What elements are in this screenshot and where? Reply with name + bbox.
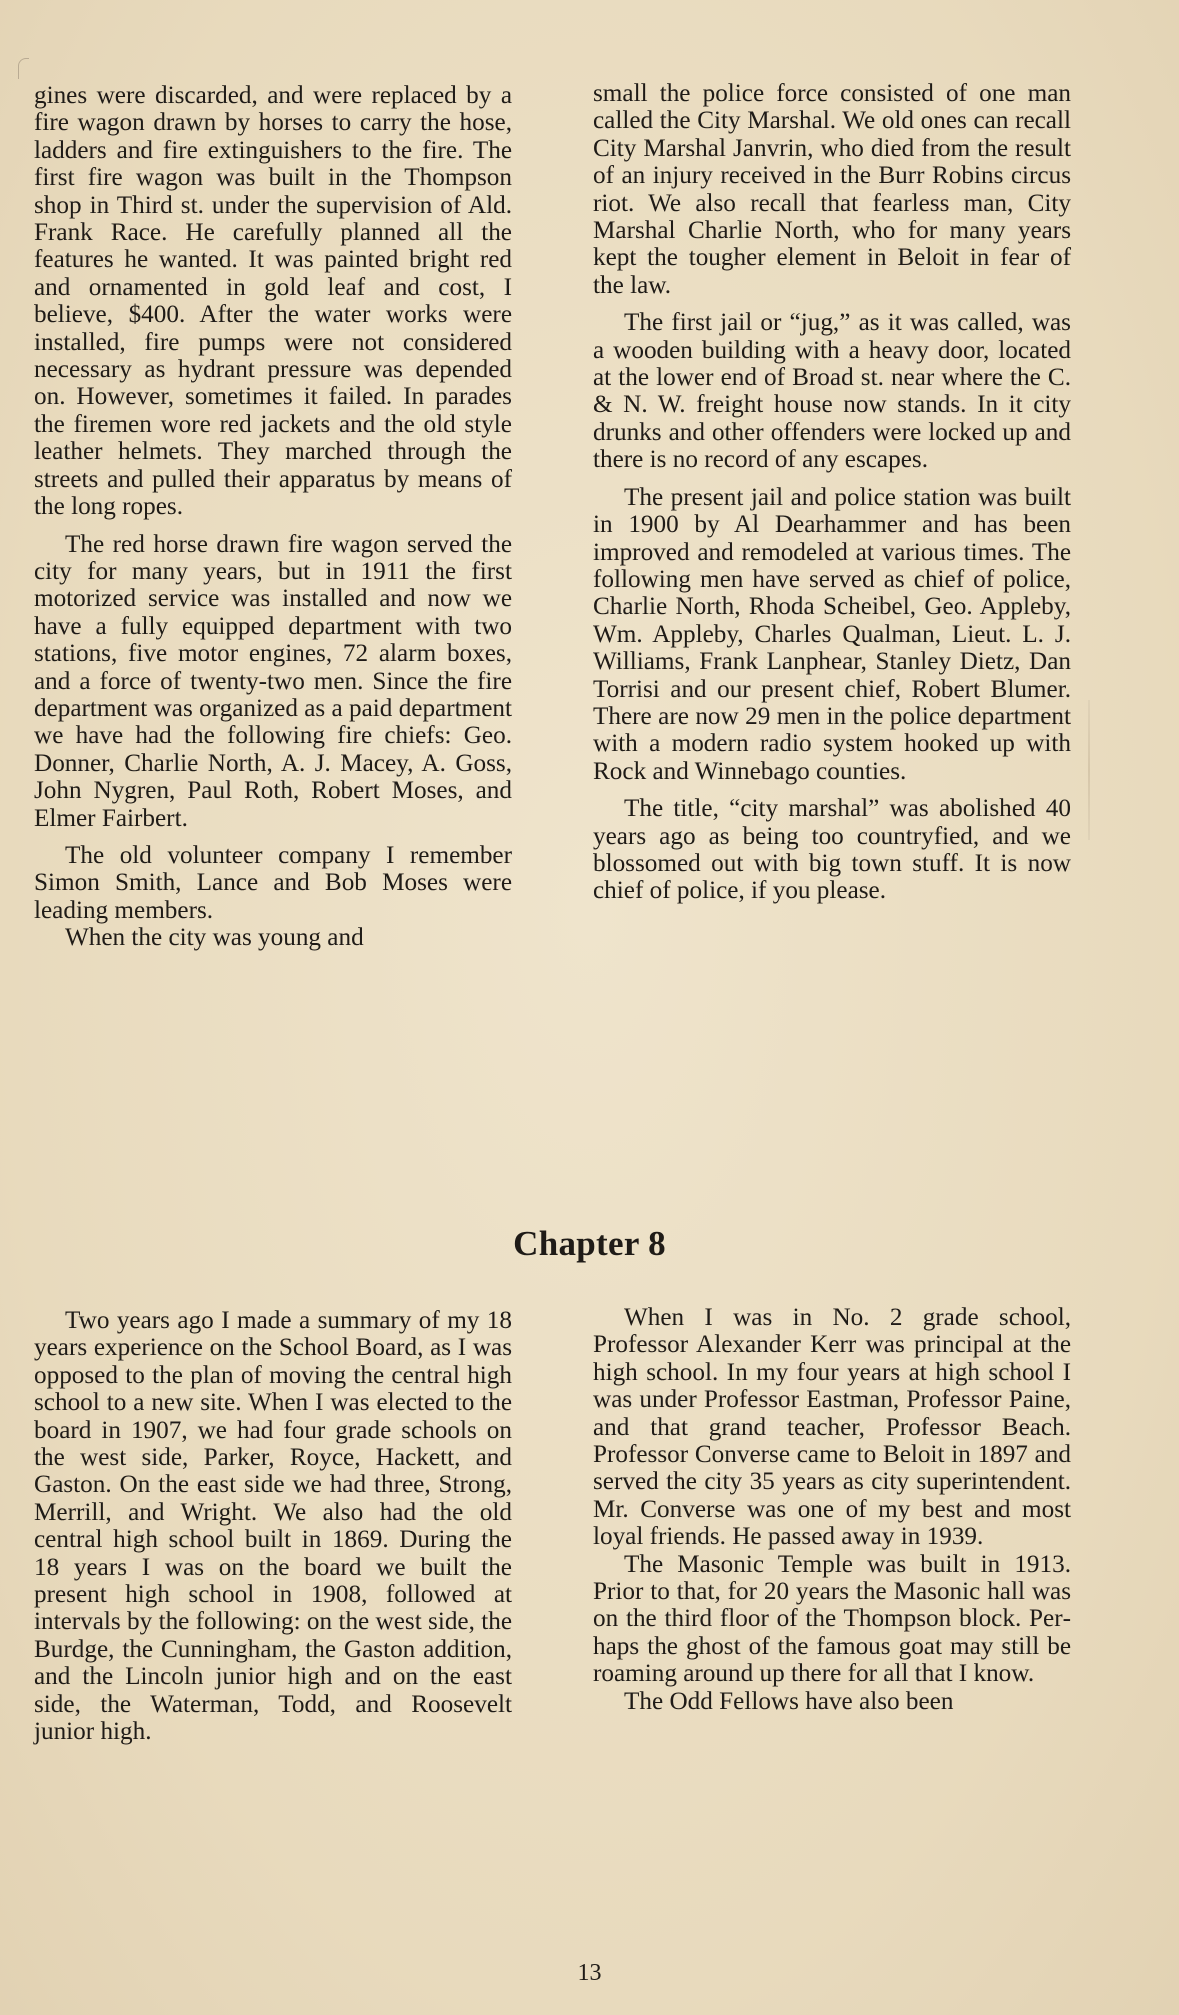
top-right-column bbox=[593, 80, 1071, 905]
paragraph: The first jail or “jug,” as it was called, was a wooden building with a heavy door, located at the lower end of Broad st. near where the C. & N. W. freight house now stands. In it city drunks and other offenders were locked up and there is no record of any escapes. bbox=[593, 309, 1071, 474]
paragraph: The title, “city marshal” was abolished 40 years ago as being too countryfied, and we blossomed out with big town stuff. It is now chief of police, if you please. bbox=[593, 795, 1071, 905]
margin-pencil-mark bbox=[18, 58, 29, 79]
paragraph: The Odd Fellows have also been bbox=[624, 1687, 954, 1715]
paragraph: The red horse drawn fire wagon served the city for many years, but in 1911 the first motorized service was installed and now we have a fully equipped department with two stations, five motor engines, 72 alarm boxes, and a force of twenty-two men. Since the fire department was organized as a paid department we have had the following fire chiefs: Geo. Donner, Charlie North, A. J. Macey, A. Goss, John Nygren, Paul Roth, Robert Moses, and Elmer Fairbert. bbox=[34, 530, 512, 832]
paragraph: When I was in No. 2 grade school, Professor Alexander Kerr was principal at the high school. In my four years at high school I was under Professor Eastman, Professor Paine, and that grand teacher, Professor Beach. Professor Converse came to Beloit in 1897 and served the city 35 years as city superintendent. Mr. Converse was one of my best and most loyal friends. He passed away in 1939. bbox=[593, 1304, 1071, 1551]
page-number: 13 bbox=[577, 1960, 602, 1986]
paragraph: The Masonic Temple was built in 1913. Prior to that, for 20 years the Masonic hall was on the third floor of the Thompson block. Perhaps the ghost of the famous goat may still be roaming around up there for all that I know. bbox=[593, 1550, 1071, 1688]
bottom-right-column bbox=[593, 1304, 1071, 1715]
chapter-heading: Chapter 8 bbox=[513, 1224, 666, 1263]
page-crease-mark bbox=[1088, 700, 1090, 840]
paragraph: The present jail and police station was built in 1900 by Al Dearhammer and has been improved and remodeled at various times. The following men have served as chief of police, Charlie North, Rhoda Scheibel, Geo. Appleby, Wm. Appleby, Charles Qualman, Lieut. L. J. Williams, Frank Lanphear, Stanley Dietz, Dan Torrisi and our present chief, Robert Blumer. There are now 29 men in the police department with a modern radio system hooked up with Rock and Winnebago counties. bbox=[593, 483, 1071, 785]
paragraph: The old volunteer company I remember Simon Smith, Lance and Bob Moses were leading members. bbox=[34, 841, 512, 924]
paragraph: small the police force consisted of one man called the City Marshal. We old ones can recall City Marshal Janvrin, who died from the result of an injury received in the Burr Robins circus riot. We also recall that fearless man, City Marshal Charlie North, who for many years kept the tougher element in Beloit in fear of the law. bbox=[593, 80, 1071, 299]
paragraph: Two years ago I made a summary of my 18 years experience on the School Board, as I was opposed to the plan of moving the central high school to a new site. When I was elected to the board in 1907, we had four grade schools on the west side, Parker, Royce, Hackett, and Gaston. On the east side we had three, Strong, Merrill, and Wright. We also had the old central high school built in 1869. During the 18 years I was on the board we built the present high school in 1908, followed at intervals by the following: on the west side, the Burdge, the Cunningham, the Gaston addition, and the Lincoln junior high and on the east side, the Waterman, Todd, and Roosevelt junior high. bbox=[34, 1307, 512, 1746]
bottom-left-column bbox=[34, 1307, 512, 1746]
paragraph: When the city was young and bbox=[65, 924, 364, 952]
paragraph: gines were discarded, and were replaced by a fire wagon drawn by horses to carry the hose, ladders and fire extinguishers to the fire. The first fire wagon was built in the Thompson shop in Third st. under the supervision of Ald. Frank Race. He carefully planned all the features he wanted. It was painted bright red and ornamented in gold leaf and cost, I believe, $400. After the water works were installed, fire pumps were not considered necessary as hydrant pressure was depended on. However, sometimes it failed. In parades the firemen wore red jackets and the old style leather helmets. They marched through the streets and pulled their apparatus by means of the long ropes. bbox=[34, 82, 512, 521]
top-left-column bbox=[34, 82, 512, 952]
